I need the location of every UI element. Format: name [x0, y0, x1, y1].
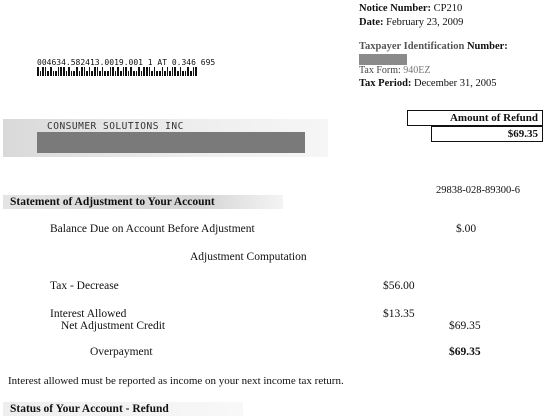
- barcode-bar: [55, 71, 57, 76]
- barcode-bar: [37, 67, 39, 76]
- barcode-bar: [86, 71, 88, 76]
- barcode-bar: [185, 71, 187, 76]
- barcode-bar: [45, 67, 47, 76]
- tin-label-part-b: Number:: [466, 41, 508, 52]
- status-title: Status of Your Account - Refund: [10, 403, 169, 415]
- barcode-bar: [50, 67, 52, 76]
- tax-form-line: [359, 65, 431, 76]
- net-adjustment-value: $69.35: [449, 320, 481, 332]
- date-value: February 23, 2009: [386, 17, 464, 28]
- tin-redaction: [359, 54, 407, 65]
- date-label: Date:: [359, 17, 384, 28]
- barcode-bar: [174, 67, 176, 76]
- tax-decrease-label: Tax - Decrease: [50, 280, 119, 292]
- barcode-bar: [182, 71, 184, 76]
- barcode-bar: [162, 67, 164, 76]
- tax-decrease-value: $56.00: [383, 280, 415, 292]
- refund-label-box: [407, 110, 543, 126]
- barcode-bar: [187, 67, 189, 76]
- barcode-bar: [180, 67, 182, 76]
- barcode-bar: [89, 67, 91, 76]
- tax-form-value: 940EZ: [403, 65, 431, 76]
- address-redaction: [37, 132, 305, 153]
- barcode-bar: [136, 71, 138, 76]
- barcode-bar: [193, 67, 195, 76]
- barcode-bar: [125, 67, 127, 76]
- barcode-bar: [120, 71, 122, 76]
- barcode-bar: [97, 67, 99, 76]
- barcode-bar: [117, 67, 119, 76]
- net-adjustment-label: Net Adjustment Credit: [61, 320, 166, 332]
- barcode-bar: [53, 71, 55, 76]
- barcode-bar: [58, 67, 60, 76]
- barcode-bar: [130, 67, 132, 76]
- barcode-bar: [102, 67, 104, 76]
- postal-barcode: [37, 67, 197, 76]
- barcode-bar: [60, 67, 62, 76]
- notice-number-line: [359, 3, 462, 14]
- computation-heading: Adjustment Computation: [190, 251, 307, 263]
- barcode-bar: [128, 71, 130, 76]
- barcode-text: 004634.582413.0019.001 1 AT 0.346 695: [37, 58, 216, 67]
- addressee-name: CONSUMER SOLUTIONS INC: [47, 121, 184, 132]
- barcode-bar: [63, 67, 65, 76]
- interest-note: Interest allowed must be reported as income on your next income tax return.: [8, 375, 344, 387]
- interest-value: $13.35: [383, 308, 415, 320]
- tax-period-label: Tax Period:: [359, 78, 412, 89]
- barcode-bar: [159, 71, 161, 76]
- barcode-bar: [141, 71, 143, 76]
- refund-label: Amount of Refund: [449, 112, 538, 124]
- notice-number-value: CP210: [433, 3, 463, 14]
- barcode-bar: [143, 67, 145, 76]
- balance-value: $.00: [456, 223, 477, 235]
- barcode-bar: [42, 67, 44, 76]
- barcode-bar: [190, 71, 192, 76]
- barcode-bar: [138, 67, 140, 76]
- barcode-bar: [104, 71, 106, 76]
- barcode-bar: [112, 67, 114, 76]
- barcode-bar: [133, 71, 135, 76]
- refund-value: $69.35: [507, 128, 538, 140]
- tin-label-part-a: Taxpayer Identification: [359, 41, 465, 52]
- date-line: [359, 17, 463, 28]
- barcode-bar: [73, 71, 75, 76]
- barcode-bar: [99, 71, 101, 76]
- barcode-bar: [115, 71, 117, 76]
- barcode-bar: [177, 71, 179, 76]
- reference-number: 29838-028-89300-6: [436, 185, 520, 196]
- notice-number-label: Notice Number:: [359, 3, 432, 14]
- barcode-bar: [172, 67, 174, 76]
- barcode-bar: [40, 71, 42, 76]
- barcode-bar: [79, 71, 81, 76]
- barcode-bar: [154, 67, 156, 76]
- barcode-bar: [110, 67, 112, 76]
- tax-period-value: December 31, 2005: [414, 78, 497, 89]
- interest-label: Interest Allowed: [50, 308, 127, 320]
- balance-label: Balance Due on Account Before Adjustment: [50, 223, 255, 235]
- overpayment-value: $69.35: [449, 346, 481, 358]
- barcode-bar: [169, 71, 171, 76]
- tax-form-label: Tax Form:: [359, 65, 401, 76]
- barcode-bar: [149, 67, 151, 76]
- barcode-bar: [91, 71, 93, 76]
- barcode-bar: [81, 67, 83, 76]
- barcode-bar: [68, 67, 70, 76]
- barcode-bar: [151, 71, 153, 76]
- overpayment-label: Overpayment: [90, 346, 153, 358]
- barcode-bar: [146, 67, 148, 76]
- barcode-bar: [94, 67, 96, 76]
- statement-title: Statement of Adjustment to Your Account: [10, 196, 215, 208]
- barcode-bar: [71, 71, 73, 76]
- barcode-bar: [107, 71, 109, 76]
- barcode-bar: [164, 71, 166, 76]
- tin-line: [359, 41, 508, 52]
- barcode-bar: [167, 67, 169, 76]
- refund-value-box: [431, 126, 543, 142]
- barcode-bar: [66, 71, 68, 76]
- barcode-bar: [84, 67, 86, 76]
- tax-period-line: [359, 78, 497, 89]
- barcode-bar: [195, 67, 197, 76]
- barcode-bar: [76, 67, 78, 76]
- barcode-bar: [156, 71, 158, 76]
- barcode-bar: [123, 67, 125, 76]
- barcode-bar: [47, 71, 49, 76]
